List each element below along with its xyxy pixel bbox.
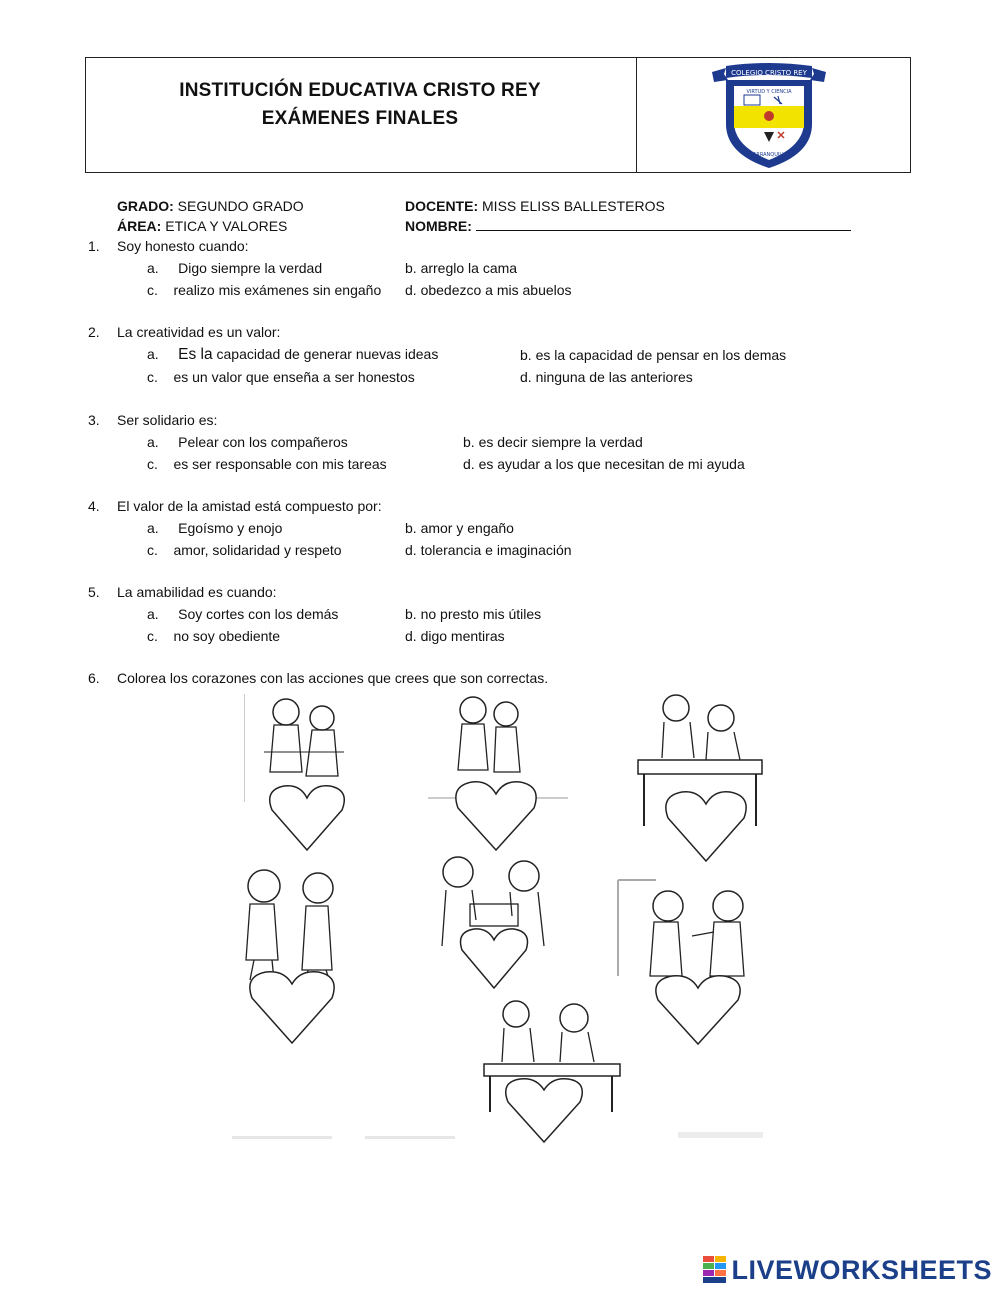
school-crest-icon	[708, 62, 830, 170]
heart-scene-5[interactable]	[432, 850, 562, 990]
q2-option-a[interactable]: a. Es la capacidad de generar nuevas ideas	[147, 346, 439, 363]
svg-text:BARRANQUILLA: BARRANQUILLA	[749, 152, 789, 158]
heart-shape	[250, 972, 334, 1043]
q3-option-d[interactable]: d. es ayudar a los que necesitan de mi ayuda	[463, 456, 745, 472]
q5-option-c[interactable]: c. no soy obediente	[147, 628, 281, 644]
live-badge-icon	[703, 1256, 727, 1284]
heart-scene-7[interactable]	[478, 996, 628, 1146]
q1-option-d[interactable]: d. obedezco a mis abuelos	[405, 282, 572, 298]
heart-shape	[270, 786, 345, 850]
heart-shape	[456, 782, 536, 850]
liveworksheets-logo	[703, 1253, 992, 1287]
docente-field: DOCENTE: MISS ELISS BALLESTEROS	[405, 198, 665, 214]
q3-option-a[interactable]: a. Pelear con los compañeros	[147, 434, 348, 450]
heart-scene-4[interactable]	[232, 860, 362, 1045]
heart-shape	[656, 976, 740, 1044]
q5-option-b[interactable]: b. no presto mis útiles	[405, 606, 542, 622]
brand-name: LIVEWORKSHEETS	[731, 1254, 992, 1285]
q2-option-d[interactable]: d. ninguna de las anteriores	[520, 369, 693, 385]
heart-shape	[461, 929, 528, 988]
q5-option-a[interactable]: a. Soy cortes con los demás	[147, 606, 339, 622]
svg-text:VIRTUD Y CIENCIA: VIRTUD Y CIENCIA	[746, 89, 792, 95]
q1-option-c[interactable]: c. realizo mis exámenes sin engaño	[147, 282, 382, 298]
q3-option-c[interactable]: c. es ser responsable con mis tareas	[147, 456, 387, 472]
q3-option-b[interactable]: b. es decir siempre la verdad	[463, 434, 643, 450]
scan-edge	[678, 1132, 763, 1138]
nombre-blank[interactable]	[476, 218, 851, 231]
heart-scene-1[interactable]	[244, 692, 374, 852]
q5-option-d[interactable]: d. digo mentiras	[405, 628, 505, 644]
heart-shape	[506, 1079, 583, 1142]
area-field: ÁREA: ETICA Y VALORES	[117, 218, 288, 234]
svg-text:COLEGIO CRISTO REY: COLEGIO CRISTO REY	[731, 69, 807, 77]
q2-option-c[interactable]: c. es un valor que enseña a ser honestos	[147, 369, 415, 385]
heart-scene-3[interactable]	[636, 688, 766, 863]
school-title: INSTITUCIÓN EDUCATIVA CRISTO REY	[179, 80, 541, 101]
q4-option-d[interactable]: d. tolerancia e imaginación	[405, 542, 572, 558]
heart-scene-6[interactable]	[616, 876, 776, 1046]
grado-field: GRADO: SEGUNDO GRADO	[117, 198, 304, 214]
q2-option-b[interactable]: b. es la capacidad de pensar en los demas	[520, 347, 787, 363]
nombre-field: NOMBRE:	[405, 218, 851, 234]
q4-option-b[interactable]: b. amor y engaño	[405, 520, 514, 536]
heart-scene-2[interactable]	[428, 692, 568, 852]
scan-edge	[232, 1136, 332, 1139]
exam-title: EXÁMENES FINALES	[261, 108, 459, 129]
q1-option-a[interactable]: a. Digo siempre la verdad	[147, 260, 323, 276]
q4-option-c[interactable]: c. amor, solidaridad y respeto	[147, 542, 342, 558]
q1-option-b[interactable]: b. arreglo la cama	[405, 260, 518, 276]
q4-option-a[interactable]: a. Egoísmo y enojo	[147, 520, 283, 536]
header-divider	[636, 57, 637, 173]
heart-shape	[666, 792, 746, 861]
scan-edge	[365, 1136, 455, 1139]
